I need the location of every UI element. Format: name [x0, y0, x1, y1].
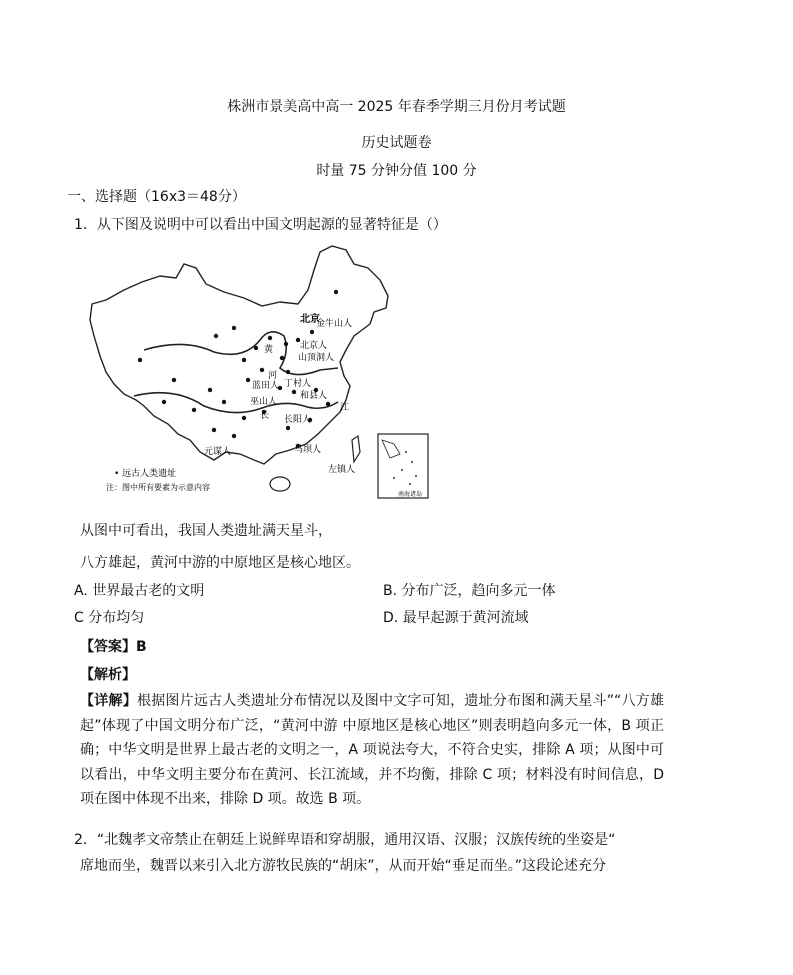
exam-title: 株洲市景美高中高一 2025 年春季学期三月份月考试题 — [227, 99, 566, 115]
south-china-sea-inset — [378, 434, 428, 498]
option-a: A. 世界最古老的文明 — [74, 583, 205, 599]
label-river-jiang: 江 — [340, 403, 350, 413]
label-lantian: 蓝田人 — [252, 381, 280, 391]
detail-paragraph — [80, 689, 664, 812]
china-outline — [90, 246, 388, 464]
analysis-label: 【解析】 — [80, 667, 136, 683]
label-changyang: 长阳人 — [284, 415, 312, 425]
label-hexian: 和县人 — [300, 391, 328, 401]
section-heading: 一、选择题（16x3＝48分） — [67, 189, 246, 205]
label-river-chang: 长 — [260, 411, 270, 421]
label-beijing: 北京 — [300, 314, 320, 325]
answer-row — [80, 636, 147, 656]
label-nanhai-islands: 南海诸岛 — [398, 491, 423, 498]
option-c: C 分布均匀 — [74, 610, 145, 626]
map-legend: • 远古人类遗址 — [114, 469, 177, 479]
option-b: B. 分布广泛，趋向多元一体 — [383, 583, 556, 599]
detail-text: 根据图片远古人类遗址分布情况以及图中文字可知，遗址分布图和满天星斗”“八方雄起”体现了中国文明分布广泛，“黄河中游 中原地区是核心地区”则表明趋向多元一体，B 项正确；中华文明是世界上最古老的文明之一，A 项说法夸大，不符合史实，排除 A 项；从图中可以看出，中华文明主要分布在黄河、长江流域，并不均衡，排除 C 项；材料没有时间信息，D 项在图中体现不出来，排除 D 项。故选 B 项。 — [80, 693, 664, 807]
label-shandingdong: 山顶洞人 — [298, 353, 335, 363]
question-2-line-1: 2．“北魏孝文帝禁止在朝廷上说鲜卑语和穿胡服，通用汉语、汉服；汉族传统的坐姿是“ — [74, 832, 616, 848]
label-dingcun: 丁村人 — [284, 379, 312, 389]
exam-subtitle: 历史试题卷 — [361, 135, 432, 151]
hainan-island — [270, 477, 290, 491]
label-yuanmou: 元谋人 — [204, 447, 232, 457]
label-zuozhen: 左镇人 — [328, 465, 356, 475]
detail-label: 【详解】 — [80, 693, 137, 709]
taiwan-island — [352, 436, 360, 462]
answer-label: 【答案】 — [80, 639, 136, 655]
option-d: D. 最早起源于黄河流域 — [383, 610, 529, 626]
label-river-he: 河 — [268, 371, 278, 381]
label-jinniushan: 金牛山人 — [316, 319, 353, 329]
question-1-stem: 1．从下图及说明中可以看出中国文明起源的显著特征是（） — [74, 217, 447, 233]
map-note: 注：图中所有要素为示意内容 — [106, 483, 210, 492]
q1-description-line-2: 八方雄起，黄河中游的中原地区是核心地区。 — [80, 555, 360, 571]
label-beijingren: 北京人 — [300, 341, 328, 351]
exam-duration: 时量 75 分钟分值 100 分 — [316, 163, 477, 179]
question-2-line-2: 席地而坐，魏晋以来引入北方游牧民族的“胡床”，从而开始“垂足而坐。”这段论述充分 — [80, 858, 607, 874]
label-wushan: 巫山人 — [250, 397, 278, 407]
q1-description-line-1: 从图中可看出，我国人类遗址满天星斗， — [80, 523, 332, 539]
answer-value: B — [136, 639, 147, 655]
label-river-huang: 黄 — [264, 345, 274, 355]
label-maba: 马坝人 — [294, 445, 322, 455]
china-map-figure — [84, 240, 444, 500]
